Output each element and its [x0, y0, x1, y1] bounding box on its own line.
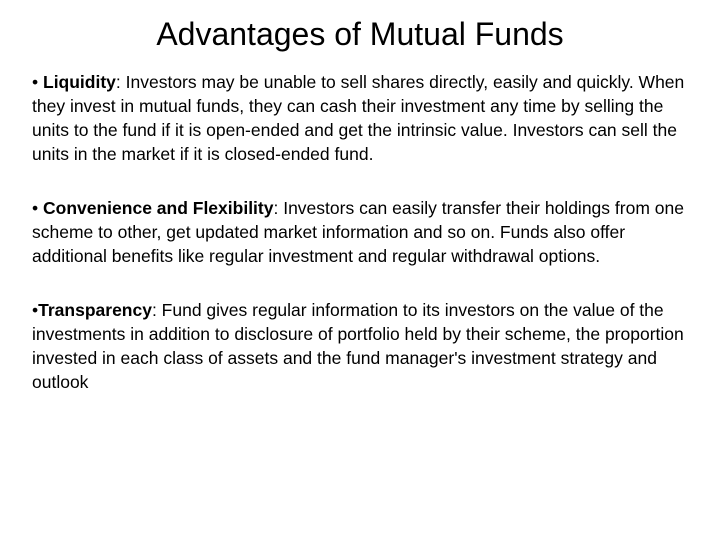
bullet-term-liquidity: Liquidity: [43, 72, 116, 92]
bullet-list: [32, 70, 692, 424]
bullet-text-liquidity: : Investors may be unable to sell shares directly, easily and quickly. When they invest in mutual funds, they can cash their investment any time by selling the units to the fund if it is open-ended and get the intrinsic value. Investors can sell the units in the market if it is closed-ended fund.: [32, 72, 685, 164]
bullet-transparency: [32, 298, 692, 394]
bullet-text-convenience: : Investors can easily transfer their holdings from one scheme to other, get updated market information and so on. Funds also offer additional benefits like regular investment and regular withdrawal options.: [32, 198, 684, 266]
bullet-marker: •: [32, 300, 39, 320]
bullet-term-convenience: Convenience and Flexibility: [43, 198, 274, 218]
bullet-convenience: [32, 196, 692, 268]
bullet-term-transparency: Transparency: [38, 300, 152, 320]
bullet-text-transparency: : Fund gives regular information to its investors on the value of the investments in addition to disclosure of portfolio held by their scheme, the proportion invested in each class of assets and the fund manager's investment strategy and outlook: [32, 300, 684, 392]
bullet-marker: •: [32, 72, 43, 92]
slide-title: Advantages of Mutual Funds: [156, 16, 564, 52]
bullet-marker: •: [32, 198, 43, 218]
bullet-liquidity: [32, 70, 692, 166]
